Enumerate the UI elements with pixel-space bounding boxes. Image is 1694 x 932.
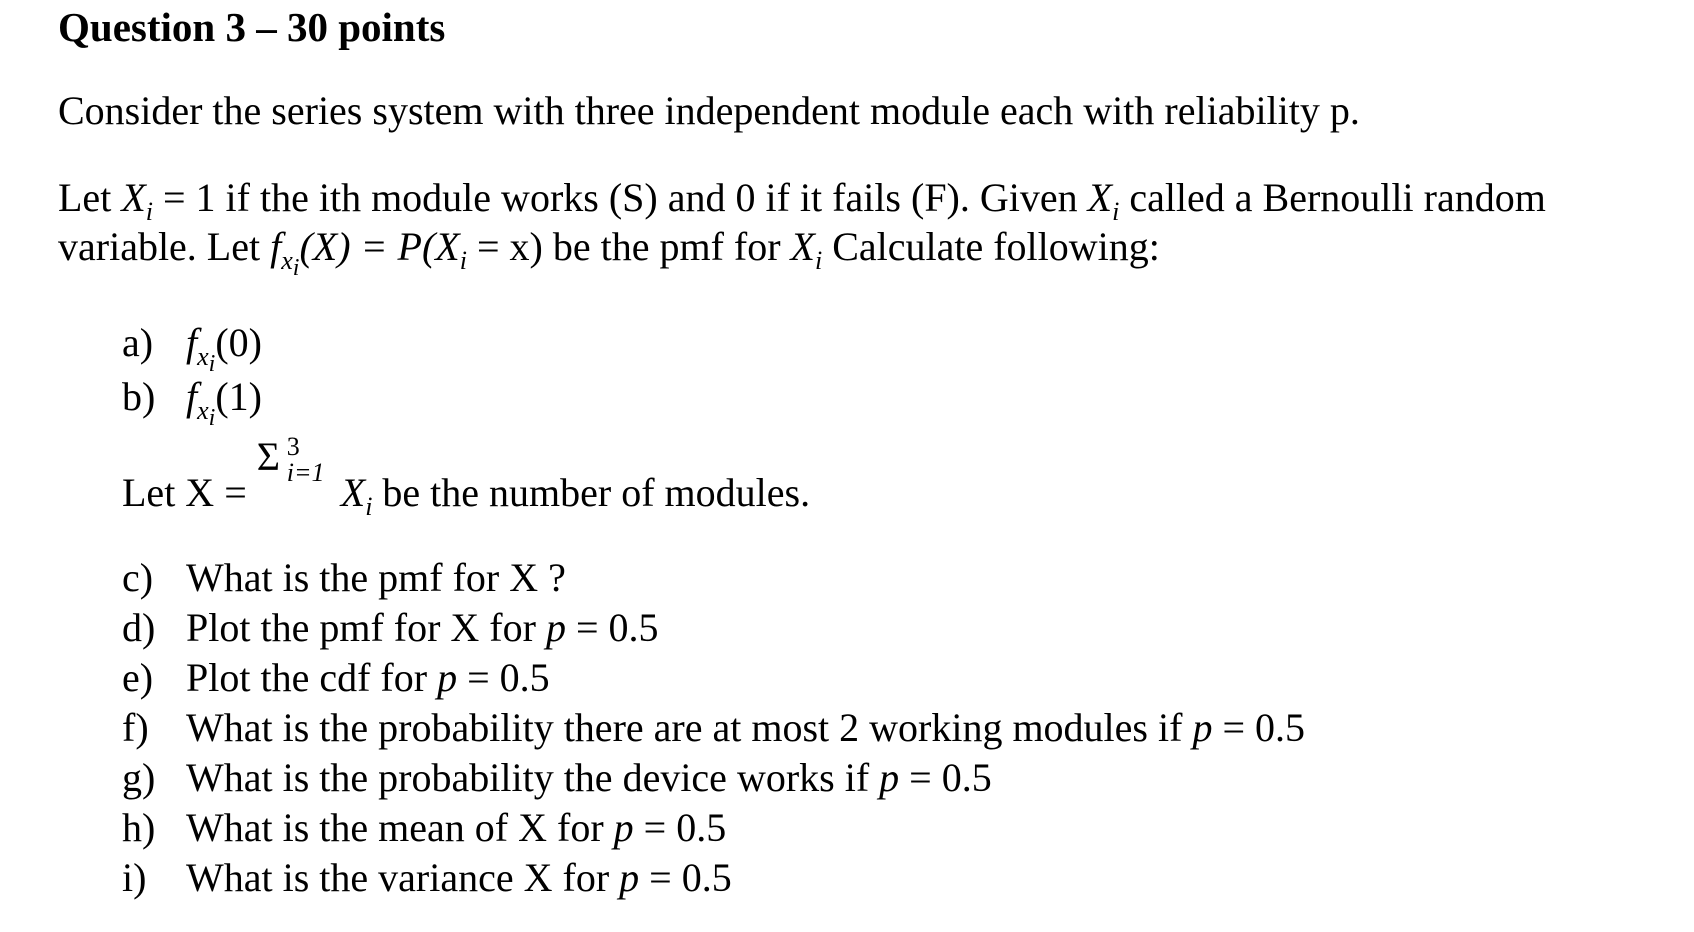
math-argument: (0) (215, 320, 262, 365)
math-variable: p (619, 855, 640, 900)
text-fragment: = 1 if the ith module works (S) and 0 if it fails (F). Given (152, 175, 1088, 220)
text-fragment: Let (58, 175, 122, 220)
part-text: Plot the cdf for (186, 655, 438, 700)
part-label: g) (122, 755, 156, 800)
sum-definition (122, 432, 811, 521)
part-c (122, 553, 566, 603)
part-text: What is the variance X for (186, 855, 620, 900)
text-fragment: Calculate following: (822, 224, 1160, 269)
part-text: What is the pmf for X ? (186, 555, 566, 600)
part-text: What is the mean of X for (186, 805, 614, 850)
math-subscript: xi (197, 396, 216, 432)
math-variable: p (437, 655, 458, 700)
part-label: e) (122, 655, 154, 700)
math-variable: p (1192, 705, 1213, 750)
math-subscript: i (145, 197, 153, 226)
math-subscript: i (365, 492, 373, 521)
text-fragment: = x) be the pmf for (466, 224, 791, 269)
math-variable: p (545, 605, 566, 650)
part-b (122, 372, 262, 432)
definition-line-2 (58, 222, 1160, 282)
math-variable: p (613, 805, 634, 850)
part-label: b) (122, 374, 156, 419)
math-argument: (1) (215, 374, 262, 419)
text-fragment: variable. Let (58, 224, 271, 269)
math-variable: X (790, 224, 815, 269)
math-equation: = 0.5 (457, 655, 550, 700)
text-fragment: Let X = (122, 470, 257, 515)
math-equation: = 0.5 (639, 855, 732, 900)
math-expression: (X) = P(X (299, 224, 460, 269)
text-fragment: called a Bernoulli random (1119, 175, 1546, 220)
part-label: d) (122, 605, 156, 650)
math-function: f (186, 320, 198, 365)
part-d (122, 603, 659, 653)
part-text: What is the probability the device works if (186, 755, 880, 800)
part-a (122, 318, 262, 378)
part-text: Plot the pmf for X for (186, 605, 546, 650)
math-function: f (186, 374, 198, 419)
definition-line-1 (58, 173, 1546, 226)
math-subscript: i (459, 246, 467, 275)
math-equation: = 0.5 (1212, 705, 1305, 750)
math-variable: X (1087, 175, 1113, 220)
math-subscript: i (814, 246, 823, 275)
part-g (122, 753, 992, 803)
summation-symbol: Σ 3 i=1 (256, 432, 325, 487)
part-label: c) (122, 555, 154, 600)
part-label: f) (122, 705, 149, 750)
math-variable: p (879, 755, 900, 800)
question-heading: Question 3 – 30 points (58, 4, 446, 50)
part-i (122, 853, 732, 903)
part-text: What is the probability there are at most 2 working modules if (186, 705, 1193, 750)
math-subscript: xi (197, 342, 216, 378)
math-variable: X (121, 175, 146, 220)
math-variable: X (340, 470, 366, 515)
math-equation: = 0.5 (899, 755, 992, 800)
math-equation: = 0.5 (565, 605, 659, 650)
part-e (122, 653, 550, 703)
part-label: h) (122, 805, 156, 850)
math-function: f (270, 224, 282, 269)
text-fragment: be the number of modules. (372, 470, 811, 515)
part-f (122, 703, 1305, 753)
part-h (122, 803, 726, 853)
math-equation: = 0.5 (633, 805, 727, 850)
part-label: i) (122, 855, 147, 900)
math-subscript: i (1112, 197, 1120, 226)
part-label: a) (122, 320, 154, 365)
intro-paragraph: Consider the series system with three independent module each with reliability p. (58, 88, 1360, 133)
math-subscript: xi (281, 246, 300, 282)
